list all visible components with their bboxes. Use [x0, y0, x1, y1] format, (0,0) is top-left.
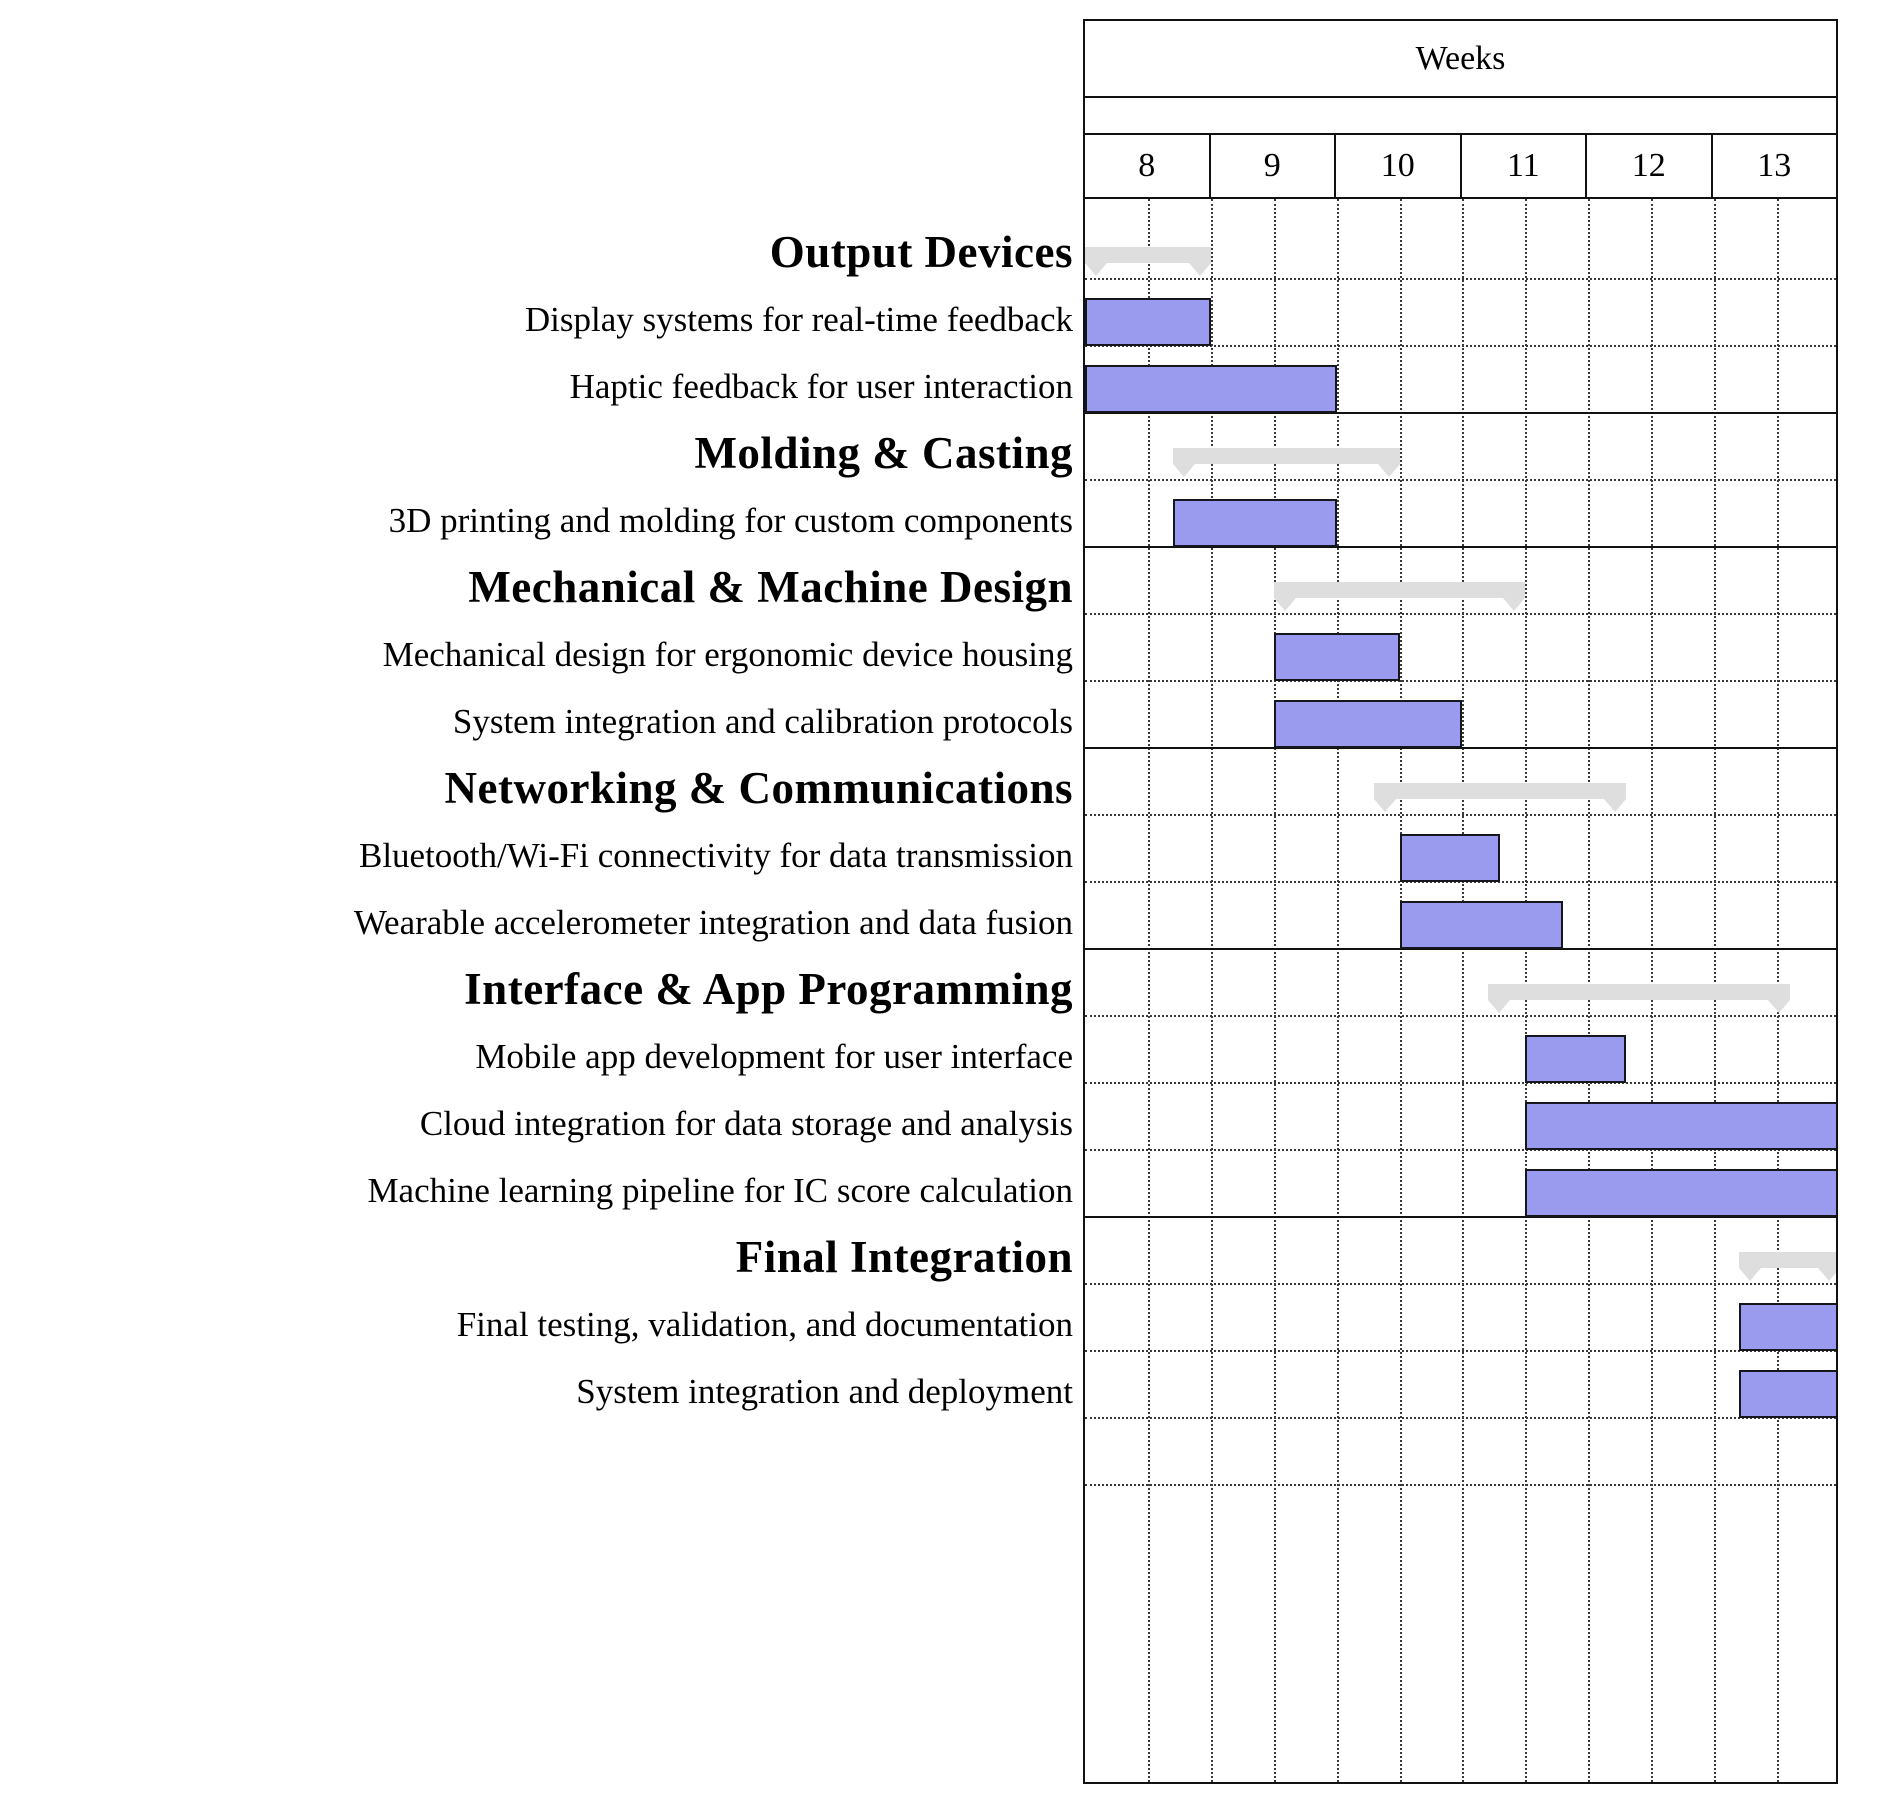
task-label: Display systems for real-time feedback: [524, 299, 1073, 339]
gantt-task-bar[interactable]: [1525, 1169, 1838, 1217]
section-title: Molding & Casting: [694, 427, 1073, 478]
gantt-task-bar[interactable]: [1173, 499, 1337, 547]
week-number-row: [1085, 135, 1836, 199]
gantt-plot-body: [1085, 199, 1838, 1782]
task-label: System integration and deployment: [576, 1371, 1073, 1411]
row-gridline: [1085, 680, 1838, 682]
vertical-gridline: [1274, 199, 1276, 1782]
gantt-task-bar[interactable]: [1085, 365, 1337, 413]
section-title: Output Devices: [769, 226, 1073, 277]
section-title: Networking & Communications: [444, 762, 1073, 813]
week-column-header: 13: [1757, 147, 1792, 184]
task-label: Mobile app development for user interface: [475, 1036, 1073, 1076]
row-gridline: [1085, 613, 1838, 615]
vertical-gridline: [1462, 199, 1464, 1782]
gantt-task-bar[interactable]: [1274, 700, 1463, 748]
row-gridline: [1085, 1082, 1838, 1084]
task-label: System integration and calibration protocols: [452, 701, 1073, 741]
gantt-task-bar[interactable]: [1525, 1035, 1626, 1083]
task-label: 3D printing and molding for custom components: [388, 500, 1073, 540]
week-column-header: 8: [1085, 135, 1211, 197]
gantt-task-bar[interactable]: [1739, 1303, 1838, 1351]
gantt-group-summary-bar[interactable]: [1739, 1252, 1838, 1268]
vertical-gridline: [1337, 199, 1339, 1782]
gantt-task-bar[interactable]: [1085, 298, 1211, 346]
row-gridline: [1085, 1283, 1838, 1285]
gantt-group-summary-bar[interactable]: [1173, 448, 1399, 464]
weeks-header-band: [1085, 21, 1836, 98]
vertical-gridline: [1400, 199, 1402, 1782]
week-column-header: 9: [1211, 135, 1337, 197]
section-title: Mechanical & Machine Design: [468, 561, 1073, 612]
gantt-task-bar[interactable]: [1739, 1370, 1838, 1418]
row-gridline: [1085, 278, 1838, 280]
week-column-header: 12: [1587, 135, 1713, 197]
weeks-header-label: Weeks: [1415, 39, 1506, 77]
gantt-group-summary-bar[interactable]: [1274, 582, 1526, 598]
row-gridline: [1085, 814, 1838, 816]
task-label: Wearable accelerometer integration and data fusion: [353, 902, 1073, 942]
week-column-header: 10: [1336, 135, 1462, 197]
row-gridline: [1085, 1015, 1838, 1017]
task-label: Final testing, validation, and documentation: [456, 1304, 1073, 1344]
gantt-task-bar[interactable]: [1400, 834, 1501, 882]
task-label: Cloud integration for data storage and analysis: [419, 1103, 1073, 1143]
header-spacer-band: [1085, 98, 1836, 135]
task-label: Haptic feedback for user interaction: [569, 366, 1073, 406]
week-column-header: 11: [1462, 135, 1588, 197]
section-title: Interface & App Programming: [464, 963, 1073, 1014]
section-title: Final Integration: [735, 1231, 1073, 1282]
vertical-gridline: [1211, 199, 1213, 1782]
gantt-group-summary-bar[interactable]: [1488, 984, 1790, 1000]
task-label: Machine learning pipeline for IC score calculation: [367, 1170, 1073, 1210]
row-gridline: [1085, 1484, 1838, 1486]
gantt-group-summary-bar[interactable]: [1374, 783, 1626, 799]
gantt-task-bar[interactable]: [1274, 633, 1400, 681]
task-label: Bluetooth/Wi-Fi connectivity for data transmission: [358, 835, 1073, 875]
gantt-timeline-table: [1083, 19, 1838, 1784]
gantt-task-bar[interactable]: [1525, 1102, 1838, 1150]
vertical-gridline: [1148, 199, 1150, 1782]
row-gridline: [1085, 1417, 1838, 1419]
row-gridline: [1085, 1350, 1838, 1352]
gantt-group-summary-bar[interactable]: [1085, 247, 1211, 263]
gantt-task-bar[interactable]: [1400, 901, 1564, 949]
row-gridline: [1085, 479, 1838, 481]
task-label: Mechanical design for ergonomic device housing: [382, 634, 1073, 674]
